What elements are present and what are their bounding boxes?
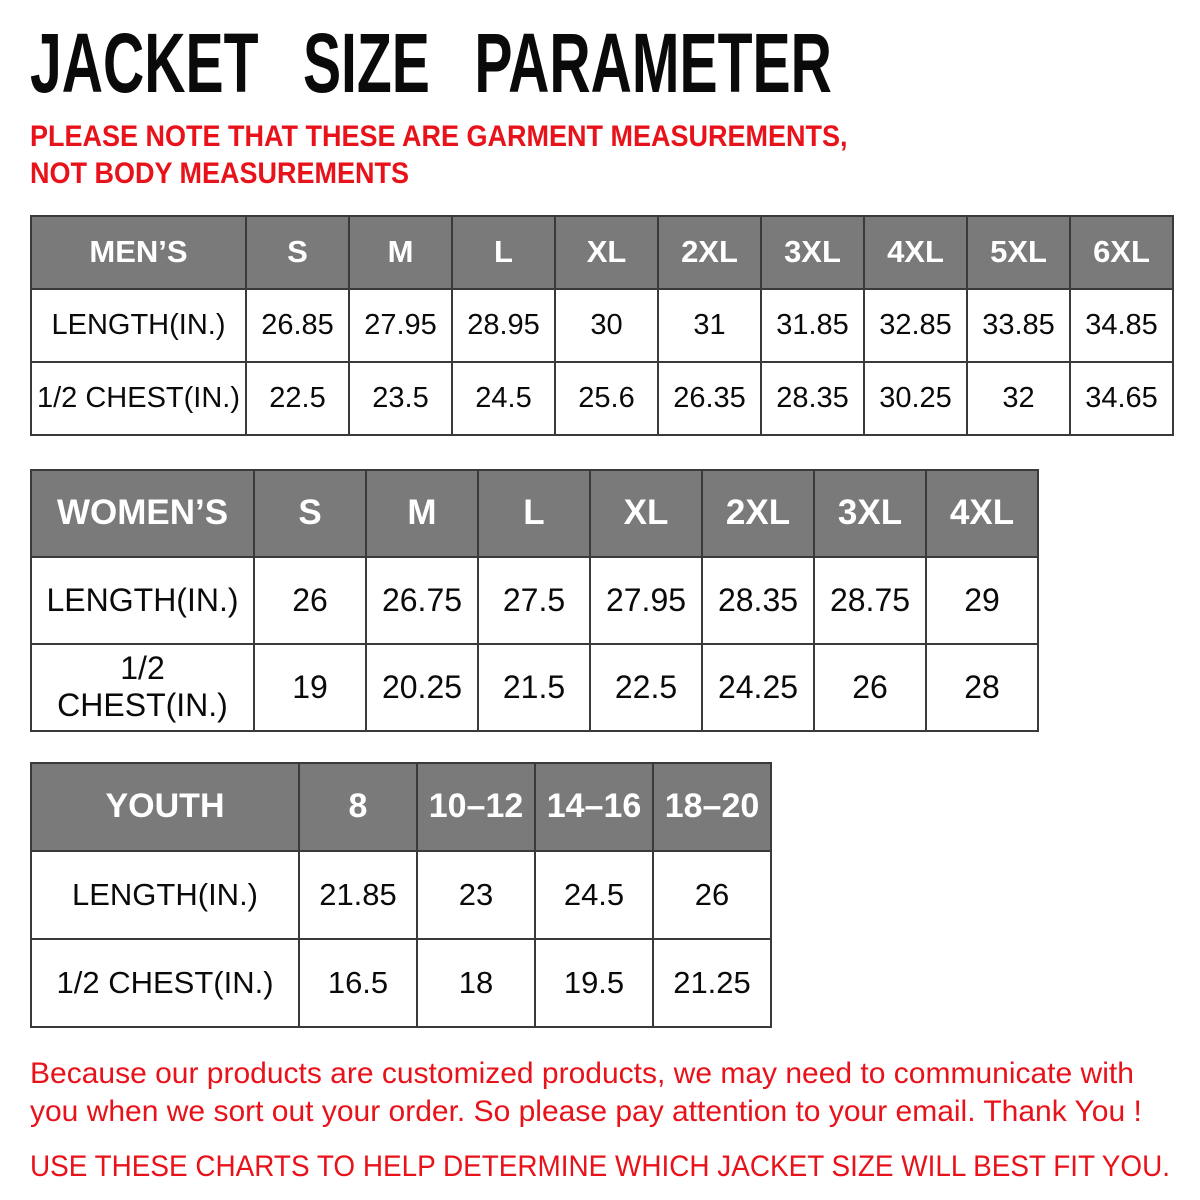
table-row xyxy=(31,362,1173,435)
size-header: M xyxy=(366,470,478,557)
table-row xyxy=(31,557,1038,644)
table-cell: 26 xyxy=(254,557,366,644)
table-cell: 32 xyxy=(967,362,1070,435)
size-header: XL xyxy=(555,216,658,289)
chart-usage-instruction: USE THESE CHARTS TO HELP DETERMINE WHICH JACKET SIZE WILL BEST FIT YOU. xyxy=(30,1149,1171,1183)
table-cell: 26.85 xyxy=(246,289,349,362)
table-cell: 30.25 xyxy=(864,362,967,435)
table-cell: 28 xyxy=(926,644,1038,731)
table-cell: 19.5 xyxy=(535,939,653,1027)
size-header: 3XL xyxy=(814,470,926,557)
table-cell: 26.35 xyxy=(658,362,761,435)
table-cell: 25.6 xyxy=(555,362,658,435)
page-title: JACKET SIZE PARAMETER xyxy=(30,16,832,110)
group-header-youth: YOUTH xyxy=(31,763,299,851)
row-label: LENGTH(IN.) xyxy=(31,289,246,362)
table-cell: 23.5 xyxy=(349,362,452,435)
table-cell: 29 xyxy=(926,557,1038,644)
table-cell: 26.75 xyxy=(366,557,478,644)
table-cell: 34.65 xyxy=(1070,362,1173,435)
table-cell: 21.25 xyxy=(653,939,771,1027)
table-cell: 20.25 xyxy=(366,644,478,731)
size-header: 14–16 xyxy=(535,763,653,851)
table-cell: 16.5 xyxy=(299,939,417,1027)
size-header: 4XL xyxy=(864,216,967,289)
table-cell: 27.95 xyxy=(590,557,702,644)
table-cell: 31.85 xyxy=(761,289,864,362)
table-header-row xyxy=(31,470,1038,557)
row-label: LENGTH(IN.) xyxy=(31,557,254,644)
table-cell: 24.5 xyxy=(535,851,653,939)
table-cell: 30 xyxy=(555,289,658,362)
size-header: 2XL xyxy=(658,216,761,289)
mens-size-table xyxy=(30,215,1174,436)
table-cell: 22.5 xyxy=(590,644,702,731)
size-header: L xyxy=(478,470,590,557)
size-header: 10–12 xyxy=(417,763,535,851)
table-header-row xyxy=(31,216,1173,289)
group-header-mens: MEN’S xyxy=(31,216,246,289)
size-header: 5XL xyxy=(967,216,1070,289)
size-header: S xyxy=(246,216,349,289)
table-cell: 34.85 xyxy=(1070,289,1173,362)
table-cell: 26 xyxy=(814,644,926,731)
table-cell: 31 xyxy=(658,289,761,362)
row-label: 1/2 CHEST(IN.) xyxy=(31,939,299,1027)
table-row xyxy=(31,289,1173,362)
row-label: 1/2 CHEST(IN.) xyxy=(31,362,246,435)
table-header-row xyxy=(31,763,771,851)
table-row xyxy=(31,939,771,1027)
table-cell: 28.35 xyxy=(702,557,814,644)
size-header: L xyxy=(452,216,555,289)
size-header: 8 xyxy=(299,763,417,851)
womens-size-table xyxy=(30,469,1039,732)
table-cell: 22.5 xyxy=(246,362,349,435)
table-cell: 24.5 xyxy=(452,362,555,435)
table-cell: 21.85 xyxy=(299,851,417,939)
row-label: LENGTH(IN.) xyxy=(31,851,299,939)
row-label: 1/2 CHEST(IN.) xyxy=(31,644,254,731)
customization-notice: Because our products are customized products, we may need to communicate with you when we sort out your order. So please pay attention to your email. Thank You ! xyxy=(30,1056,1142,1128)
table-cell: 28.75 xyxy=(814,557,926,644)
size-header: 2XL xyxy=(702,470,814,557)
table-cell: 26 xyxy=(653,851,771,939)
table-cell: 18 xyxy=(417,939,535,1027)
table-cell: 19 xyxy=(254,644,366,731)
table-row xyxy=(31,644,1038,731)
table-cell: 24.25 xyxy=(702,644,814,731)
size-header: 3XL xyxy=(761,216,864,289)
table-row xyxy=(31,851,771,939)
size-header: M xyxy=(349,216,452,289)
table-cell: 28.95 xyxy=(452,289,555,362)
size-header: 6XL xyxy=(1070,216,1173,289)
youth-size-table xyxy=(30,762,772,1028)
size-header: XL xyxy=(590,470,702,557)
garment-measurement-note: PLEASE NOTE THAT THESE ARE GARMENT MEASUREMENTS, NOT BODY MEASUREMENTS xyxy=(30,119,848,191)
table-cell: 28.35 xyxy=(761,362,864,435)
table-cell: 27.5 xyxy=(478,557,590,644)
table-cell: 27.95 xyxy=(349,289,452,362)
group-header-womens: WOMEN’S xyxy=(31,470,254,557)
size-header: 18–20 xyxy=(653,763,771,851)
table-cell: 32.85 xyxy=(864,289,967,362)
table-cell: 21.5 xyxy=(478,644,590,731)
table-cell: 23 xyxy=(417,851,535,939)
table-cell: 33.85 xyxy=(967,289,1070,362)
size-header: S xyxy=(254,470,366,557)
size-header: 4XL xyxy=(926,470,1038,557)
